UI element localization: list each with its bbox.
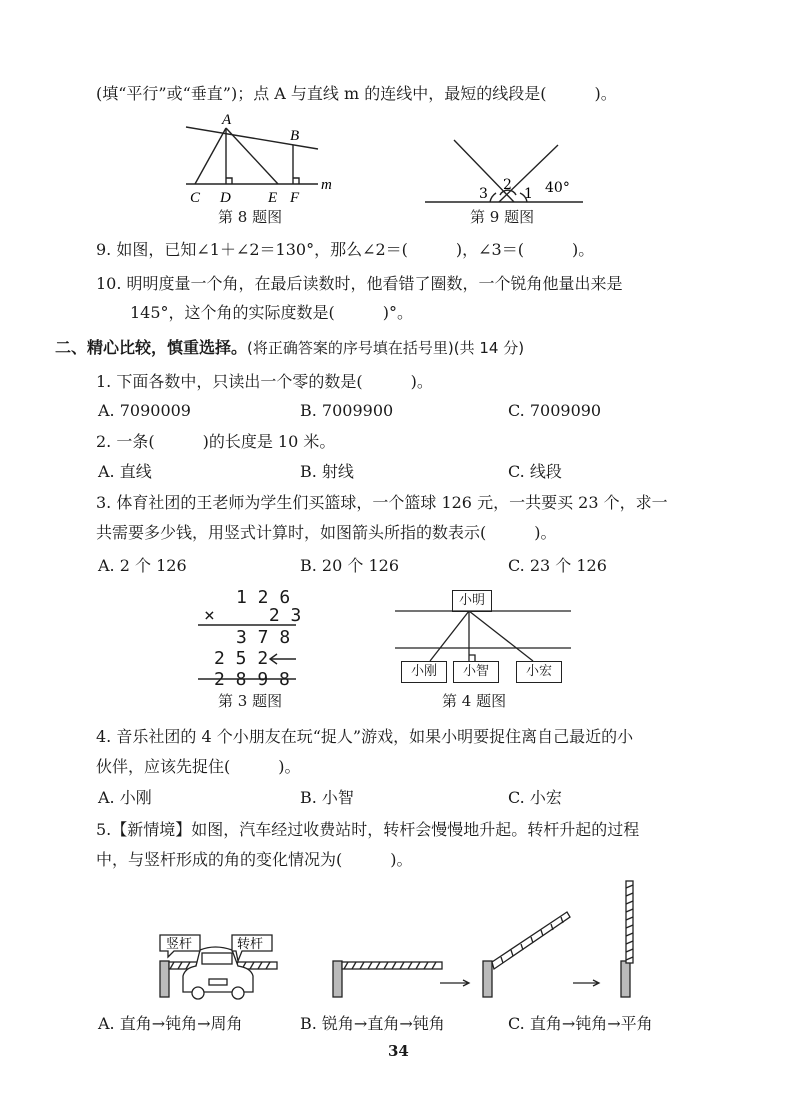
fig3-row-multiplier: × 2 3 (204, 605, 302, 626)
fig9-caption: 第 9 题图 (470, 208, 535, 226)
fig9-angle-40: 40° (545, 180, 570, 196)
fig4-box-xiaozhi: 小智 (453, 661, 499, 683)
q4-option-c: C. 小宏 (508, 788, 562, 807)
q1-option-b: B. 7009900 (300, 401, 394, 420)
question-4-stem-line2: 伙伴，应该先捉住( )。 (96, 757, 301, 776)
question-3-stem-line2: 共需要多少钱，用竖式计算时，如图箭头所指的数表示( )。 (96, 523, 557, 542)
question-1-stem: 1. 下面各数中，只读出一个零的数是( )。 (96, 372, 433, 391)
fig8-label-c: C (190, 190, 201, 206)
question-10-line1: 10. 明明度量一个角，在最后读数时，他看错了圈数，一个锐角他量出来是 (96, 274, 623, 293)
q3-option-a: A. 2 个 126 (98, 556, 187, 575)
fig8-label-f: F (290, 190, 300, 206)
question-5-stem-line1: 5.【新情境】如图，汽车经过收费站时，转杆会慢慢地升起。转杆升起的过程 (96, 820, 640, 839)
q5-option-b: B. 锐角→直角→钝角 (300, 1014, 445, 1033)
fig3-row-product: 2 8 9 8 (214, 669, 290, 690)
fig4-caption: 第 4 题图 (442, 692, 507, 710)
fig3-row-partial-2: 2 5 2 (214, 648, 269, 669)
q3-option-c: C. 23 个 126 (508, 556, 607, 575)
q2-option-b: B. 射线 (300, 462, 354, 481)
figure-4-lines (395, 611, 571, 661)
q1-option-a: A. 7090009 (98, 401, 191, 420)
fig8-caption: 第 8 题图 (218, 208, 283, 226)
fig8-label-b: B (290, 128, 300, 144)
fig8-label-a: A (222, 112, 232, 128)
fig9-angle-3: 3 (479, 186, 488, 202)
section-2-heading (55, 338, 524, 358)
fig9-angle-2: 2 (503, 177, 512, 193)
question-10-line2: 145°，这个角的实际度数是( )°。 (130, 303, 414, 322)
fig4-box-xiaohong: 小宏 (516, 661, 562, 683)
q4-option-b: B. 小智 (300, 788, 354, 807)
fig5-label-rotating: 转杆 (237, 937, 264, 952)
fig3-row-multiplicand: 1 2 6 (236, 587, 291, 608)
page-number: 34 (388, 1042, 409, 1060)
q3-option-b: B. 20 个 126 (300, 556, 400, 575)
figure-5-drawing (160, 881, 633, 999)
question-5-stem-line2: 中，与竖杆形成的角的变化情况为( )。 (96, 850, 413, 869)
fig3-caption: 第 3 题图 (218, 692, 283, 710)
q5-option-c: C. 直角→钝角→平角 (508, 1014, 653, 1033)
question-2-stem: 2. 一条( )的长度是 10 米。 (96, 432, 336, 451)
fig5-label-vertical: 竖杆 (166, 937, 193, 952)
q2-option-c: C. 线段 (508, 462, 562, 481)
fig8-label-e: E (268, 190, 278, 206)
q5-option-a: A. 直角→钝角→周角 (98, 1014, 243, 1033)
fig8-label-d: D (220, 190, 231, 206)
q1-option-c: C. 7009090 (508, 401, 602, 420)
fig4-box-xiaoming: 小明 (452, 590, 492, 612)
section-2-note: (将正确答案的序号填在括号里)(共 14 分) (247, 339, 525, 357)
question-4-stem-line1: 4. 音乐社团的 4 个小朋友在玩“捉人”游戏，如果小明要捉住离自己最近的小 (96, 727, 634, 746)
fig9-angle-1: 1 (524, 186, 533, 202)
question-9: 9. 如图，已知∠1＋∠2＝130°，那么∠2＝( )，∠3＝( )。 (96, 240, 595, 259)
fig4-box-xiaogang: 小刚 (401, 661, 447, 683)
section-2-title: 二、精心比较，慎重选择。 (55, 338, 248, 357)
q2-option-a: A. 直线 (98, 462, 152, 481)
top-line: (填“平行”或“垂直”)；点 A 与直线 m 的连线中，最短的线段是( )。 (96, 84, 617, 103)
question-3-stem-line1: 3. 体育社团的王老师为学生们买篮球，一个篮球 126 元，一共要买 23 个，求一 (96, 493, 668, 512)
fig8-label-m: m (321, 177, 332, 193)
fig3-row-partial-1: 3 7 8 (236, 627, 291, 648)
q4-option-a: A. 小刚 (98, 788, 152, 807)
